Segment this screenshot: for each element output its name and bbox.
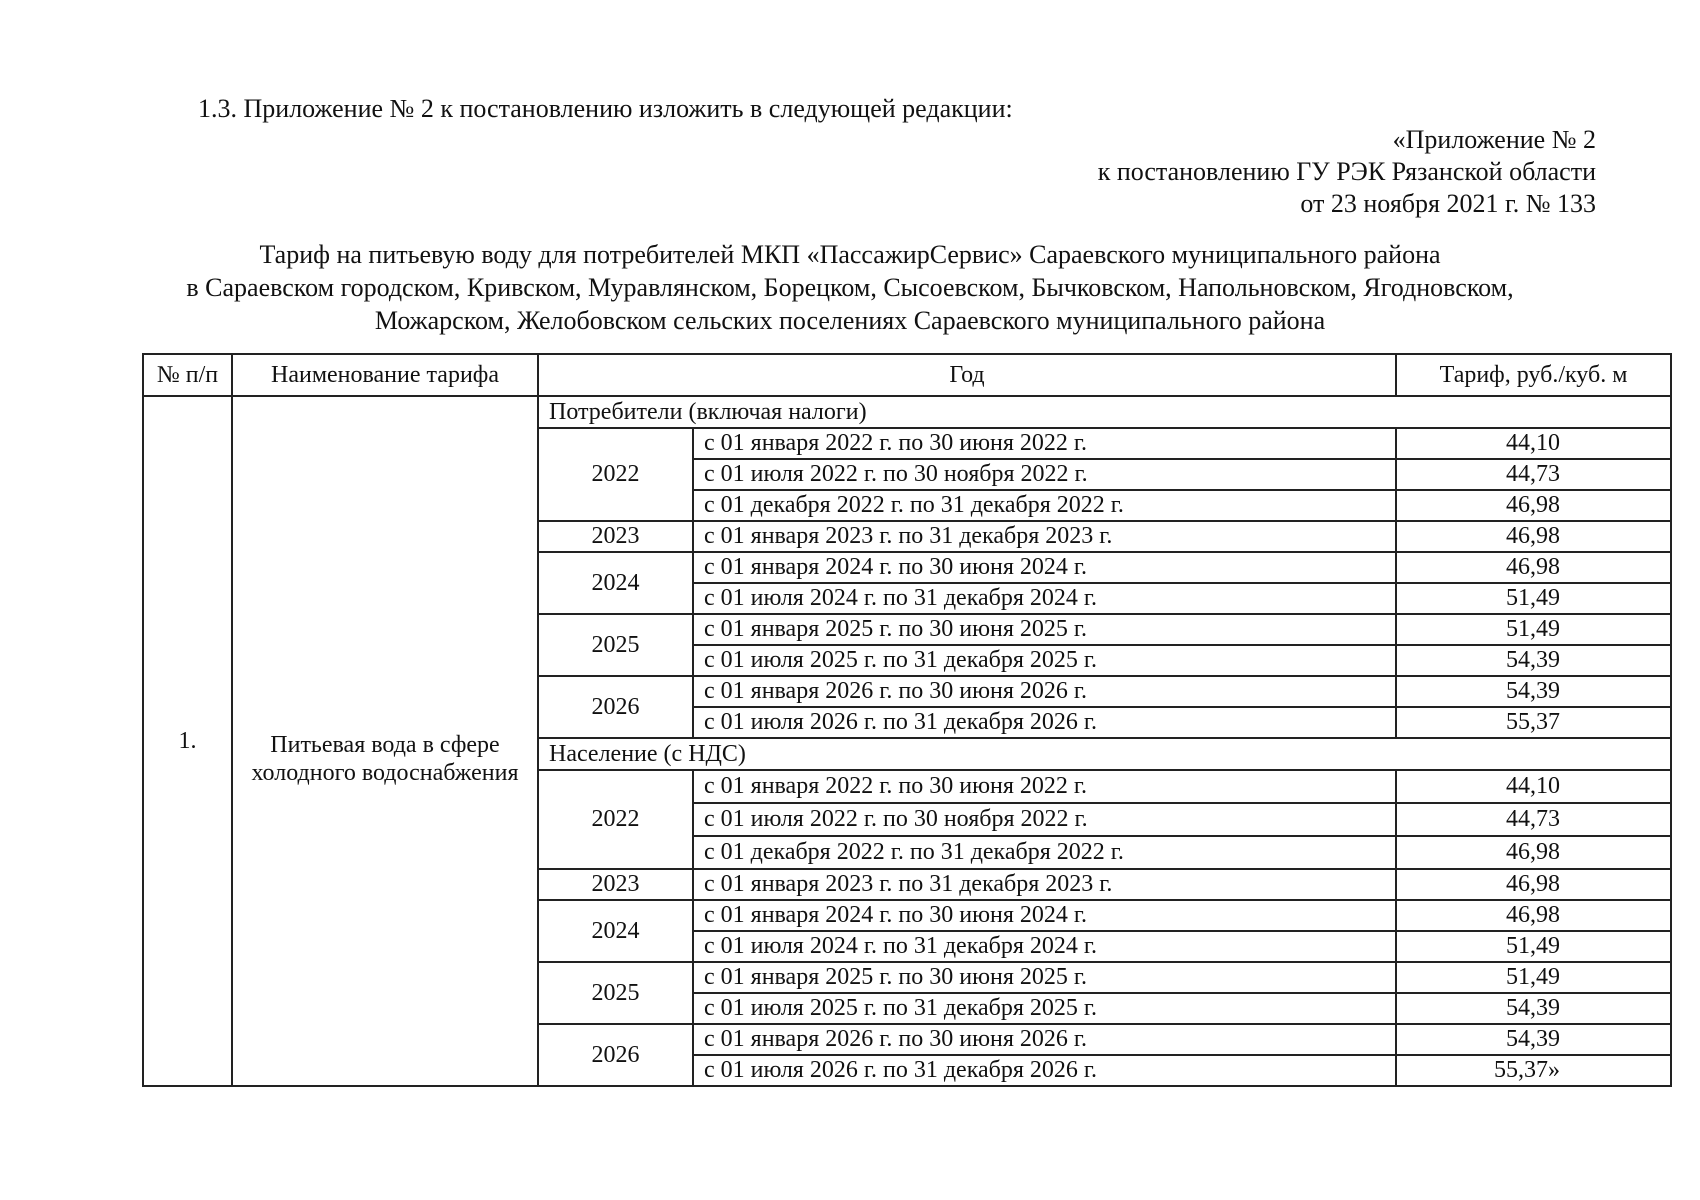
header-year: Год xyxy=(538,354,1396,396)
period-cell: с 01 января 2023 г. по 31 декабря 2023 г. xyxy=(693,869,1396,900)
period-cell: с 01 января 2022 г. по 30 июня 2022 г. xyxy=(693,770,1396,803)
year-cell: 2022 xyxy=(538,428,693,521)
period-cell: с 01 июля 2024 г. по 31 декабря 2024 г. xyxy=(693,931,1396,962)
year-cell: 2025 xyxy=(538,962,693,1024)
tariff-value: 51,49 xyxy=(1396,962,1671,993)
year-cell: 2022 xyxy=(538,770,693,869)
tariff-value: 51,49 xyxy=(1396,614,1671,645)
year-cell: 2023 xyxy=(538,869,693,900)
tariff-value: 54,39 xyxy=(1396,676,1671,707)
period-cell: с 01 января 2023 г. по 31 декабря 2023 г. xyxy=(693,521,1396,552)
tariff-value: 44,73 xyxy=(1396,459,1671,490)
tariff-value: 44,73 xyxy=(1396,803,1671,836)
year-cell: 2026 xyxy=(538,676,693,738)
period-cell: с 01 июля 2026 г. по 31 декабря 2026 г. xyxy=(693,707,1396,738)
tariff-value: 44,10 xyxy=(1396,770,1671,803)
year-cell: 2024 xyxy=(538,900,693,962)
tariff-value: 46,98 xyxy=(1396,490,1671,521)
tariff-value: 46,98 xyxy=(1396,836,1671,869)
period-cell: с 01 июля 2022 г. по 30 ноября 2022 г. xyxy=(693,459,1396,490)
title-line-3: Можарском, Желобовском сельских поселениях Сараевского муниципального района xyxy=(374,306,1326,335)
tariff-value: 54,39 xyxy=(1396,1024,1671,1055)
period-cell: с 01 декабря 2022 г. по 31 декабря 2022 г. xyxy=(693,490,1396,521)
table-header-row xyxy=(143,354,1671,396)
period-cell: с 01 июля 2025 г. по 31 декабря 2025 г. xyxy=(693,645,1396,676)
appendix-line-2: к постановлению ГУ РЭК Рязанской области xyxy=(1097,157,1596,186)
tariff-value: 44,10 xyxy=(1396,428,1671,459)
year-cell: 2025 xyxy=(538,614,693,676)
tariff-value: 55,37 xyxy=(1396,707,1671,738)
period-cell: с 01 января 2024 г. по 30 июня 2024 г. xyxy=(693,552,1396,583)
tariff-value: 51,49 xyxy=(1396,583,1671,614)
period-cell: с 01 июля 2026 г. по 31 декабря 2026 г. xyxy=(693,1055,1396,1086)
period-cell: с 01 января 2024 г. по 30 июня 2024 г. xyxy=(693,900,1396,931)
group-population-label: Население (с НДС) xyxy=(538,738,1671,770)
period-cell: с 01 января 2026 г. по 30 июня 2026 г. xyxy=(693,1024,1396,1055)
appendix-line-1: «Приложение № 2 xyxy=(1392,125,1596,154)
period-cell: с 01 декабря 2022 г. по 31 декабря 2022 г. xyxy=(693,836,1396,869)
period-cell: с 01 января 2022 г. по 30 июня 2022 г. xyxy=(693,428,1396,459)
period-cell: с 01 июля 2024 г. по 31 декабря 2024 г. xyxy=(693,583,1396,614)
header-name: Наименование тарифа xyxy=(232,354,538,396)
title-line-2: в Сараевском городском, Кривском, Муравлянском, Борецком, Сысоевском, Бычковском, Напольновском, Ягодновском, xyxy=(186,273,1514,302)
tariff-table xyxy=(142,353,1672,1087)
header-num: № п/п xyxy=(143,354,232,396)
intro-paragraph: 1.3. Приложение № 2 к постановлению изложить в следующей редакции: xyxy=(198,94,1013,123)
tariff-value: 46,98 xyxy=(1396,552,1671,583)
tariff-value: 55,37» xyxy=(1396,1055,1671,1086)
period-cell: с 01 июля 2022 г. по 30 ноября 2022 г. xyxy=(693,803,1396,836)
tariff-value: 51,49 xyxy=(1396,931,1671,962)
title-line-1: Тариф на питьевую воду для потребителей МКП «ПассажирСервис» Сараевского муниципального района xyxy=(259,240,1441,269)
tariff-value: 46,98 xyxy=(1396,900,1671,931)
appendix-reference xyxy=(1098,124,1596,220)
appendix-line-3: от 23 ноября 2021 г. № 133 xyxy=(1300,189,1596,218)
header-tariff: Тариф, руб./куб. м xyxy=(1396,354,1671,396)
group-consumers-label: Потребители (включая налоги) xyxy=(538,396,1671,428)
year-cell: 2023 xyxy=(538,521,693,552)
tariff-name: Питьевая вода в сфере холодного водоснабжения xyxy=(232,396,538,1086)
tariff-value: 46,98 xyxy=(1396,521,1671,552)
year-cell: 2026 xyxy=(538,1024,693,1086)
period-cell: с 01 января 2025 г. по 30 июня 2025 г. xyxy=(693,614,1396,645)
year-cell: 2024 xyxy=(538,552,693,614)
tariff-value: 54,39 xyxy=(1396,993,1671,1024)
row-number: 1. xyxy=(143,396,232,1086)
table-row xyxy=(143,396,1671,428)
period-cell: с 01 января 2026 г. по 30 июня 2026 г. xyxy=(693,676,1396,707)
tariff-value: 54,39 xyxy=(1396,645,1671,676)
document-title xyxy=(100,238,1600,337)
period-cell: с 01 января 2025 г. по 30 июня 2025 г. xyxy=(693,962,1396,993)
period-cell: с 01 июля 2025 г. по 31 декабря 2025 г. xyxy=(693,993,1396,1024)
tariff-value: 46,98 xyxy=(1396,869,1671,900)
